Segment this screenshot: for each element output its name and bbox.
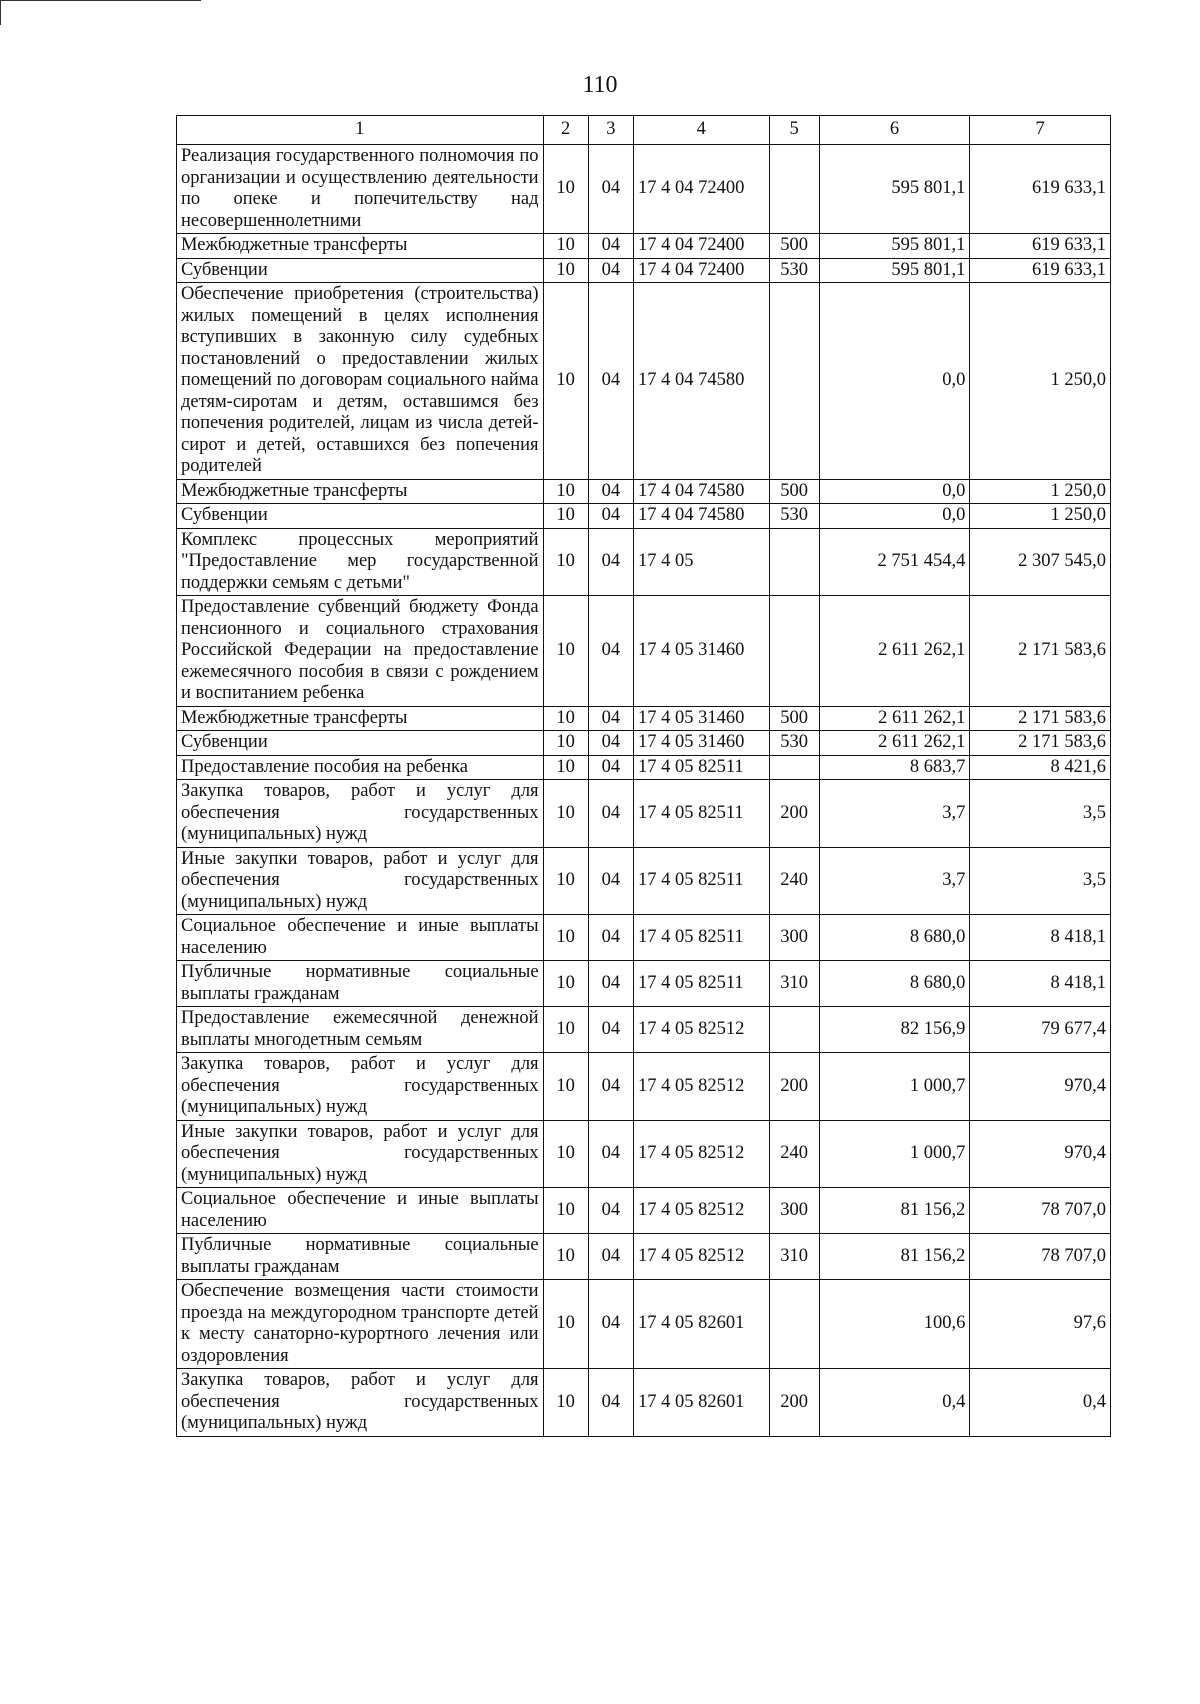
cell-section: 10 [543,479,588,504]
table-row [177,780,1111,848]
table-row [177,596,1111,707]
cell-subsection: 04 [588,1280,633,1369]
cell-amount-year-1: 3,7 [819,780,970,848]
cell-description: Субвенции [177,258,544,283]
cell-amount-year-1: 1 000,7 [819,1053,970,1121]
cell-description: Предоставление субвенций бюджету Фонда пенсионного и социального страхования Российской Федерации на предоставление ежемесячного пособия в связи с рождением и воспитанием ребенка [177,596,544,707]
table-row [177,504,1111,529]
cell-subsection: 04 [588,258,633,283]
table-row [177,915,1111,961]
cell-subsection: 04 [588,915,633,961]
cell-amount-year-2: 1 250,0 [970,479,1111,504]
cell-amount-year-1: 2 751 454,4 [819,528,970,596]
cell-target-code: 17 4 05 82511 [633,961,769,1007]
cell-amount-year-2: 1 250,0 [970,283,1111,480]
cell-expense-type: 200 [769,780,819,848]
cell-description: Социальное обеспечение и иные выплаты населению [177,1188,544,1234]
cell-amount-year-1: 0,4 [819,1369,970,1437]
table-row [177,145,1111,234]
cell-expense-type [769,1280,819,1369]
cell-description: Закупка товаров, работ и услуг для обеспечения государственных (муниципальных) нужд [177,1369,544,1437]
cell-subsection: 04 [588,596,633,707]
cell-amount-year-1: 100,6 [819,1280,970,1369]
cell-expense-type: 500 [769,234,819,259]
cell-amount-year-2: 8 418,1 [970,961,1111,1007]
cell-section: 10 [543,847,588,915]
cell-amount-year-2: 970,4 [970,1120,1111,1188]
table-row [177,528,1111,596]
header-col-7: 7 [970,116,1111,145]
cell-target-code: 17 4 05 82512 [633,1188,769,1234]
cell-subsection: 04 [588,1120,633,1188]
cell-section: 10 [543,731,588,756]
cell-amount-year-2: 97,6 [970,1280,1111,1369]
cell-target-code: 17 4 05 [633,528,769,596]
cell-subsection: 04 [588,731,633,756]
cell-target-code: 17 4 04 72400 [633,234,769,259]
cell-amount-year-2: 1 250,0 [970,504,1111,529]
table-row [177,234,1111,259]
cell-amount-year-2: 0,4 [970,1369,1111,1437]
table-row [177,479,1111,504]
cell-description: Межбюджетные трансферты [177,706,544,731]
cell-target-code: 17 4 05 31460 [633,731,769,756]
cell-target-code: 17 4 05 31460 [633,596,769,707]
cell-amount-year-1: 595 801,1 [819,145,970,234]
cell-amount-year-1: 0,0 [819,479,970,504]
cell-expense-type: 300 [769,915,819,961]
cell-description: Субвенции [177,504,544,529]
cell-section: 10 [543,596,588,707]
cell-section: 10 [543,1369,588,1437]
cell-section: 10 [543,1007,588,1053]
cell-amount-year-1: 595 801,1 [819,258,970,283]
header-col-4: 4 [633,116,769,145]
cell-description: Реализация государственного полномочия по организации и осуществлению деятельности по опеке и попечительству над несовершеннолетними [177,145,544,234]
cell-amount-year-1: 0,0 [819,283,970,480]
cell-target-code: 17 4 05 82601 [633,1280,769,1369]
cell-section: 10 [543,145,588,234]
cell-description: Межбюджетные трансферты [177,234,544,259]
cell-target-code: 17 4 05 82601 [633,1369,769,1437]
page-number: 110 [582,72,618,98]
cell-section: 10 [543,258,588,283]
table-row [177,1369,1111,1437]
cell-target-code: 17 4 05 82511 [633,915,769,961]
cell-target-code: 17 4 05 82512 [633,1007,769,1053]
cell-subsection: 04 [588,780,633,848]
cell-target-code: 17 4 05 82512 [633,1234,769,1280]
cell-section: 10 [543,961,588,1007]
cell-description: Социальное обеспечение и иные выплаты населению [177,915,544,961]
table-row [177,258,1111,283]
cell-section: 10 [543,234,588,259]
cell-section: 10 [543,528,588,596]
cell-section: 10 [543,1053,588,1121]
page-frame-corner [0,0,201,25]
cell-section: 10 [543,706,588,731]
cell-section: 10 [543,915,588,961]
cell-target-code: 17 4 04 74580 [633,283,769,480]
cell-description: Субвенции [177,731,544,756]
cell-amount-year-1: 0,0 [819,504,970,529]
cell-target-code: 17 4 04 72400 [633,258,769,283]
table-row [177,1234,1111,1280]
cell-subsection: 04 [588,528,633,596]
cell-target-code: 17 4 05 31460 [633,706,769,731]
cell-description: Закупка товаров, работ и услуг для обеспечения государственных (муниципальных) нужд [177,1053,544,1121]
cell-subsection: 04 [588,1369,633,1437]
cell-description: Комплекс процессных мероприятий "Предоставление мер государственной поддержки семьям с детьми" [177,528,544,596]
cell-subsection: 04 [588,283,633,480]
cell-expense-type: 500 [769,479,819,504]
cell-amount-year-2: 78 707,0 [970,1234,1111,1280]
cell-description: Обеспечение возмещения части стоимости проезда на междугородном транспорте детей к месту санаторно-курортного лечения или оздоровления [177,1280,544,1369]
header-col-2: 2 [543,116,588,145]
cell-description: Предоставление пособия на ребенка [177,755,544,780]
cell-subsection: 04 [588,145,633,234]
cell-amount-year-1: 8 680,0 [819,915,970,961]
budget-table [176,115,1111,1437]
cell-description: Публичные нормативные социальные выплаты гражданам [177,1234,544,1280]
cell-amount-year-2: 3,5 [970,780,1111,848]
cell-amount-year-2: 79 677,4 [970,1007,1111,1053]
cell-expense-type: 240 [769,847,819,915]
header-col-6: 6 [819,116,970,145]
cell-subsection: 04 [588,755,633,780]
cell-target-code: 17 4 05 82512 [633,1053,769,1121]
cell-target-code: 17 4 04 74580 [633,479,769,504]
cell-amount-year-1: 81 156,2 [819,1188,970,1234]
table-row [177,961,1111,1007]
cell-expense-type: 310 [769,1234,819,1280]
cell-expense-type: 310 [769,961,819,1007]
cell-subsection: 04 [588,847,633,915]
cell-expense-type: 530 [769,731,819,756]
cell-description: Межбюджетные трансферты [177,479,544,504]
table-row [177,731,1111,756]
cell-amount-year-2: 8 421,6 [970,755,1111,780]
cell-description: Предоставление ежемесячной денежной выплаты многодетным семьям [177,1007,544,1053]
cell-target-code: 17 4 05 82511 [633,755,769,780]
cell-section: 10 [543,504,588,529]
cell-expense-type: 240 [769,1120,819,1188]
header-col-5: 5 [769,116,819,145]
table-row [177,1188,1111,1234]
cell-expense-type [769,755,819,780]
cell-target-code: 17 4 05 82511 [633,847,769,915]
cell-section: 10 [543,1120,588,1188]
cell-subsection: 04 [588,1234,633,1280]
table-body [177,145,1111,1437]
cell-subsection: 04 [588,1053,633,1121]
cell-section: 10 [543,780,588,848]
header-col-1: 1 [177,116,544,145]
cell-amount-year-2: 2 171 583,6 [970,596,1111,707]
table-row [177,847,1111,915]
table-row [177,1280,1111,1369]
cell-target-code: 17 4 05 82511 [633,780,769,848]
cell-expense-type [769,528,819,596]
cell-amount-year-2: 2 171 583,6 [970,706,1111,731]
cell-amount-year-2: 619 633,1 [970,258,1111,283]
cell-amount-year-1: 595 801,1 [819,234,970,259]
cell-description: Закупка товаров, работ и услуг для обеспечения государственных (муниципальных) нужд [177,780,544,848]
table-row [177,1053,1111,1121]
cell-subsection: 04 [588,504,633,529]
cell-amount-year-2: 2 171 583,6 [970,731,1111,756]
cell-expense-type: 200 [769,1369,819,1437]
cell-amount-year-1: 2 611 262,1 [819,596,970,707]
cell-amount-year-2: 619 633,1 [970,234,1111,259]
cell-description: Обеспечение приобретения (строительства) жилых помещений в целях исполнения вступивших в законную силу судебных постановлений о предоставлении жилых помещений по договорам социального найма детям-сиротам и детям, оставшимся без попечения родителей, лицам из числа детей-сирот и детей, оставшихся без попечения родителей [177,283,544,480]
cell-expense-type [769,596,819,707]
table-header-row [177,116,1111,145]
cell-target-code: 17 4 05 82512 [633,1120,769,1188]
cell-expense-type: 530 [769,504,819,529]
header-col-3: 3 [588,116,633,145]
cell-target-code: 17 4 04 72400 [633,145,769,234]
table-row [177,706,1111,731]
cell-expense-type: 500 [769,706,819,731]
cell-amount-year-1: 1 000,7 [819,1120,970,1188]
table-row [177,1007,1111,1053]
cell-expense-type [769,283,819,480]
cell-expense-type: 200 [769,1053,819,1121]
cell-subsection: 04 [588,706,633,731]
cell-subsection: 04 [588,961,633,1007]
cell-section: 10 [543,283,588,480]
cell-section: 10 [543,1234,588,1280]
cell-amount-year-1: 3,7 [819,847,970,915]
cell-description: Иные закупки товаров, работ и услуг для обеспечения государственных (муниципальных) нужд [177,1120,544,1188]
cell-amount-year-1: 2 611 262,1 [819,706,970,731]
cell-amount-year-2: 8 418,1 [970,915,1111,961]
cell-expense-type: 530 [769,258,819,283]
cell-subsection: 04 [588,1188,633,1234]
cell-amount-year-1: 8 680,0 [819,961,970,1007]
cell-subsection: 04 [588,234,633,259]
table-row [177,755,1111,780]
cell-target-code: 17 4 04 74580 [633,504,769,529]
cell-expense-type [769,1007,819,1053]
cell-subsection: 04 [588,479,633,504]
cell-amount-year-2: 619 633,1 [970,145,1111,234]
table-row [177,283,1111,480]
cell-section: 10 [543,755,588,780]
table-row [177,1120,1111,1188]
cell-amount-year-2: 2 307 545,0 [970,528,1111,596]
cell-amount-year-1: 8 683,7 [819,755,970,780]
cell-subsection: 04 [588,1007,633,1053]
cell-description: Иные закупки товаров, работ и услуг для обеспечения государственных (муниципальных) нужд [177,847,544,915]
cell-amount-year-2: 970,4 [970,1053,1111,1121]
cell-section: 10 [543,1280,588,1369]
cell-description: Публичные нормативные социальные выплаты гражданам [177,961,544,1007]
cell-amount-year-2: 78 707,0 [970,1188,1111,1234]
cell-amount-year-1: 82 156,9 [819,1007,970,1053]
cell-expense-type [769,145,819,234]
cell-expense-type: 300 [769,1188,819,1234]
cell-amount-year-2: 3,5 [970,847,1111,915]
cell-amount-year-1: 81 156,2 [819,1234,970,1280]
cell-section: 10 [543,1188,588,1234]
cell-amount-year-1: 2 611 262,1 [819,731,970,756]
